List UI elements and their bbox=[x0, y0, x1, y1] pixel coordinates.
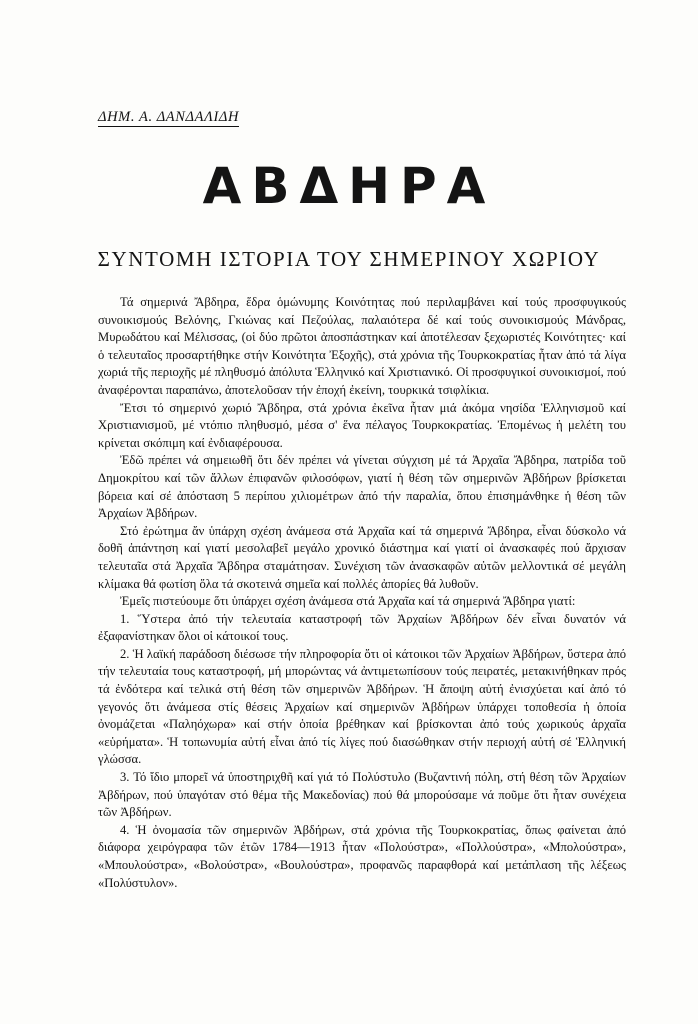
paragraph: Ἐμεῖς πιστεύουμε ὅτι ὑπάρχει σχέση ἀνάμεσα στά Ἀρχαῖα καί τά σημερινά Ἄβδηρα γιατί: bbox=[120, 594, 576, 609]
paragraph: Τά σημερινά Ἄβδηρα, ἕδρα ὁμώνυμης Κοινότητας πού περιλαμβάνει καί τούς προσφυγικούς συνοικισμούς Βελόνης, Γκιώνας καί Πεζούλας, παλαιότερα δέ καί τούς συνοικισμούς Μάνδρας, Μυρωδάτου καί Μέλισσας, (οἱ δύο πρῶτοι ἀποσπάστηκαν καί ἀποτέλεσαν ξεχωριστές Κοινότητες· καί ὁ τελευταῖος προσαρτήθηκε στήν Κοινότητα Ἐξοχῆς), στά χρόνια τῆς Τουρκοκρατίας ἦταν ἀπό τά λίγα χωριά τῆς περιοχῆς μέ πληθυσμό ἀπόλυτα Ἑλληνικό καί Χριστιανικό. Οἱ προσφυγικοί συνοικισμοί, πού ἀναφέρονται παραπάνω, ἀποτελοῦσαν τήν ἐποχή ἐκείνη, τουρκικά τσιφλίκια. bbox=[98, 295, 626, 397]
page-title: ΑΒΔΗΡΑ bbox=[202, 157, 496, 215]
page-subtitle: ΣΥΝΤΟΜΗ ΙΣΤΟΡΙΑ ΤΟΥ ΣΗΜΕΡΙΝΟΥ ΧΩΡΙΟΥ bbox=[97, 247, 601, 271]
numbered-paragraph: 1. Ὕστερα ἀπό τήν τελευταία καταστροφή τῶν Ἀρχαίων Ἀβδήρων δέν εἶναι δυνατόν νά ἐξαφανίστηκαν ὅλοι οἱ κάτοικοί τους. bbox=[98, 611, 626, 644]
author-name: ΔΗΜ. Α. ΔΑΝΔΑΛΙΔΗ bbox=[98, 109, 240, 125]
paragraph: Ἐδῶ πρέπει νά σημειωθῆ ὅτι δέν πρέπει νά γίνεται σύγχιση μέ τά Ἀρχαῖα Ἄβδηρα, πατρίδα τοῦ Δημοκρίτου καί τῶν ἄλλων ἐπιφανῶν φιλοσόφων, γιατί ἡ θέση τῶν σημερινῶν Ἀβδήρων βρίσκεται βόρεια καί σέ ἀπόσταση 5 περίπου χιλιομέτρων ἀπό τήν παραλία, ὅπου ἐπισημάνθηκε ἡ θέση τῶν Ἀρχαίων Ἀβδήρων. bbox=[98, 453, 626, 521]
body-text bbox=[98, 294, 626, 892]
numbered-paragraph: 3. Τό ἴδιο μπορεῖ νά ὑποστηριχθῆ καί γιά τό Πολύστυλο (Βυζαντινή πόλη, στή θέση τῶν Ἀρχαίων Ἀβδήρων, πού ὑπαγόταν στό θέμα τῆς Μακεδονίας) πού θά μπορούσαμε νά ποῦμε ὅτι ἦταν συνέχεια τῶν Ἀβδήρων. bbox=[98, 770, 626, 820]
numbered-paragraph: 2. Ἡ λαϊκή παράδοση διέσωσε τήν πληροφορία ὅτι οἱ κάτοικοι τῶν Ἀρχαίων Ἀβδήρων, ὕστερα ἀπό τήν τελευταία τους καταστροφή, μή μπορώντας νά ἀντιμετωπίσουν τούς πειρατές, μετακινήθηκαν πρός τά ἐνδότερα καί τελικά στή θέση τῶν σημερινῶν Ἀβδήρων. Ἡ ἄποψη αὐτή ἐνισχύεται καί ἀπό τό γεγονός ὅτι ἀνάμεσα στίς θέσεις Ἀρχαίων καί σημερινῶν Ἀβδήρων ὑπάρχει τοποθεσία ἡ ὁποία ὀνομάζεται «Παληόχωρα» καί στήν ὁποία βρέθηκαν καί βρίσκονται ἀπό τούς χωρικούς ἀρχαῖα «εὑρήματα». Ἡ τοπωνυμία αὐτή εἶναι ἀπό τίς λίγες πού διασώθηκαν στήν περιοχή αὐτή σέ Ἑλληνική γλώσσα. bbox=[98, 646, 626, 767]
numbered-paragraph: 4. Ἡ ὀνομασία τῶν σημερινῶν Ἀβδήρων, στά χρόνια τῆς Τουρκοκρατίας, ὅπως φαίνεται ἀπό διάφορα χειρόγραφα τῶν ἐτῶν 1784—1913 ἦταν «Πολούστρα», «Πολλούστρα», «Μπολούστρα», «Μπουλούστρα», «Βολούστρα», «Βουλούστρα», προφανῶς παραφθορά καί μετάπλαση τῆς λέξεως «Πολύστυλον». bbox=[98, 822, 626, 890]
paragraph: Ἔτσι τό σημερινό χωριό Ἄβδηρα, στά χρόνια ἐκεῖνα ἦταν μιά ἀκόμα νησίδα Ἑλληνισμοῦ καί Χριστιανισμοῦ, μέ ντόπιο πληθυσμό, μέσα σ' ἕνα πέλαγος Τουρκοκρατίας. Ἐπομένως ἡ μελέτη του κρίνεται σκόπιμη καί ἐνδιαφέρουσα. bbox=[98, 400, 626, 450]
paragraph: Στό ἐρώτημα ἄν ὑπάρχη σχέση ἀνάμεσα στά Ἀρχαῖα καί τά σημερινά Ἄβδηρα, εἶναι δύσκολο νά δοθῆ ἀπάντηση καί γιατί μεσολαβεῖ μεγάλο χρονικό διάστημα καί γιατί οἱ ἀνασκαφές πού ἄρχισαν τελευταῖα στά Ἀρχαῖα Ἄβδηρα σταμάτησαν. Συνέχιση τῶν ἀνασκαφῶν αὐτῶν μελλοντικά σέ μεγάλη κλίμακα θά φωτίση ὅλα τά σκοτεινά σημεῖα καί πολλές ἀπορίες θά λυθοῦν. bbox=[98, 523, 626, 591]
